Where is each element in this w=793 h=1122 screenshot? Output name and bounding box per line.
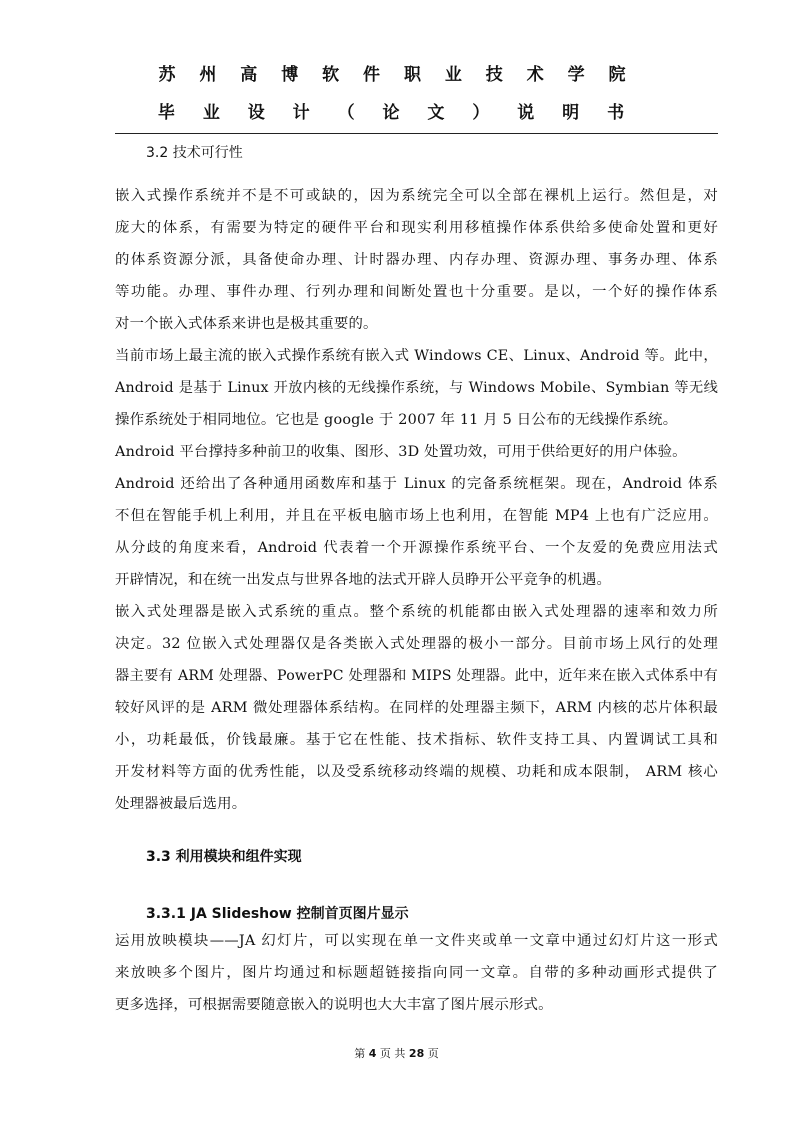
paragraph-ja-slideshow xyxy=(115,929,718,1025)
text-line: 小，功耗最低，价钱最廉。基于它在性能、技术指标、软件支持工具、内置调试工具和 xyxy=(115,732,718,748)
text-line: 的体系资源分派，具备使命办理、计时器办理、内存办理、资源办理、事务办理、体系 xyxy=(115,252,718,268)
heading-3-3-1: 3.3.1 JA Slideshow 控制首页图片显示 xyxy=(146,906,409,922)
total-page-count: 28 xyxy=(408,1047,425,1060)
paragraph-android-os xyxy=(115,344,718,600)
page-footer xyxy=(0,1045,793,1061)
text-line: 开发材料等方面的优秀性能，以及受系统移动终端的规模、功耗和成本限制， ARM 核心 xyxy=(115,764,718,780)
text-line: 来放映多个图片，图片均通过和标题超链接指向同一文章。自带的多种动画形式提供了 xyxy=(115,965,718,981)
text-line: 器主要有 ARM 处理器、PowerPC 处理器和 MIPS 处理器。此中，近年来在嵌入式体系中有 xyxy=(115,668,718,684)
text-line: 开辟情况，和在统一出发点与世界各地的法式开辟人员睁开公平竞争的机遇。 xyxy=(115,572,612,588)
header-rule xyxy=(115,133,718,134)
text-line: 当前市场上最主流的嵌入式操作系统有嵌入式 Windows CE、Linux、Android 等。此中， xyxy=(115,348,718,364)
text-line: 嵌入式操作系统并不是不可或缺的，因为系统完全可以全部在裸机上运行。然但是，对 xyxy=(115,188,718,204)
footer-prefix: 第 xyxy=(354,1047,366,1060)
text-line: 操作系统处于相同地位。它也是 google 于 2007 年 11 月 5 日公布的无线操作系统。 xyxy=(115,412,678,428)
text-line: 嵌入式处理器是嵌入式系统的重点。整个系统的机能都由嵌入式处理器的速率和效力所 xyxy=(115,604,718,620)
text-line: 运用放映模块——JA 幻灯片，可以实现在单一文件夹或单一文章中通过幻灯片这一形式 xyxy=(115,933,718,949)
text-line: 从分歧的角度来看，Android 代表着一个开源操作系统平台、一个友爱的免费应用法式 xyxy=(115,540,718,556)
text-line: Android 是基于 Linux 开放内核的无线操作系统，与 Windows Mobile、Symbian 等无线 xyxy=(115,380,718,396)
paragraph-os-necessity xyxy=(115,184,718,344)
footer-suffix: 页 xyxy=(427,1047,439,1060)
text-line: Android 还给出了各种通用函数库和基于 Linux 的完备系统框架。现在，Android 体系 xyxy=(115,476,718,492)
text-line: 处理器被最后选用。 xyxy=(115,796,247,812)
paragraph-arm-processor xyxy=(115,600,718,824)
text-line: 较好风评的是 ARM 微处理器体系结构。在同样的处理器主频下，ARM 内核的芯片体积最 xyxy=(115,700,718,716)
heading-3-3: 3.3 利用模块和组件实现 xyxy=(146,849,302,865)
footer-middle: 页 共 xyxy=(379,1047,406,1060)
text-line: 庞大的体系，有需要为特定的硬件平台和现实利用移植操作体系供给多使命处置和更好 xyxy=(115,220,718,236)
text-line: 等功能。办理、事件办理、行列办理和间断处置也十分重要。是以，一个好的操作体系 xyxy=(115,284,718,300)
text-line: 对一个嵌入式体系来讲也是极其重要的。 xyxy=(115,316,378,332)
text-line: 更多选择，可根据需要随意嵌入的说明也大大丰富了图片展示形式。 xyxy=(115,997,553,1013)
heading-3-2: 3.2 技术可行性 xyxy=(146,145,243,161)
document-type-header: 毕 业 设 计 （ 论 文 ） 说 明 书 xyxy=(157,103,636,123)
text-line: 不但在智能手机上利用，并且在平板电脑市场上也利用，在智能 MP4 上也有广泛应用。 xyxy=(115,508,718,524)
institution-header: 苏 州 高 博 软 件 职 业 技 术 学 院 xyxy=(158,65,635,85)
text-line: Android 平台撑持多种前卫的收集、图形、3D 处置功效，可用于供给更好的用户体验。 xyxy=(115,444,687,460)
current-page-number: 4 xyxy=(368,1047,377,1060)
text-line: 决定。32 位嵌入式处理器仅是各类嵌入式处理器的极小一部分。目前市场上风行的处理 xyxy=(115,636,718,652)
